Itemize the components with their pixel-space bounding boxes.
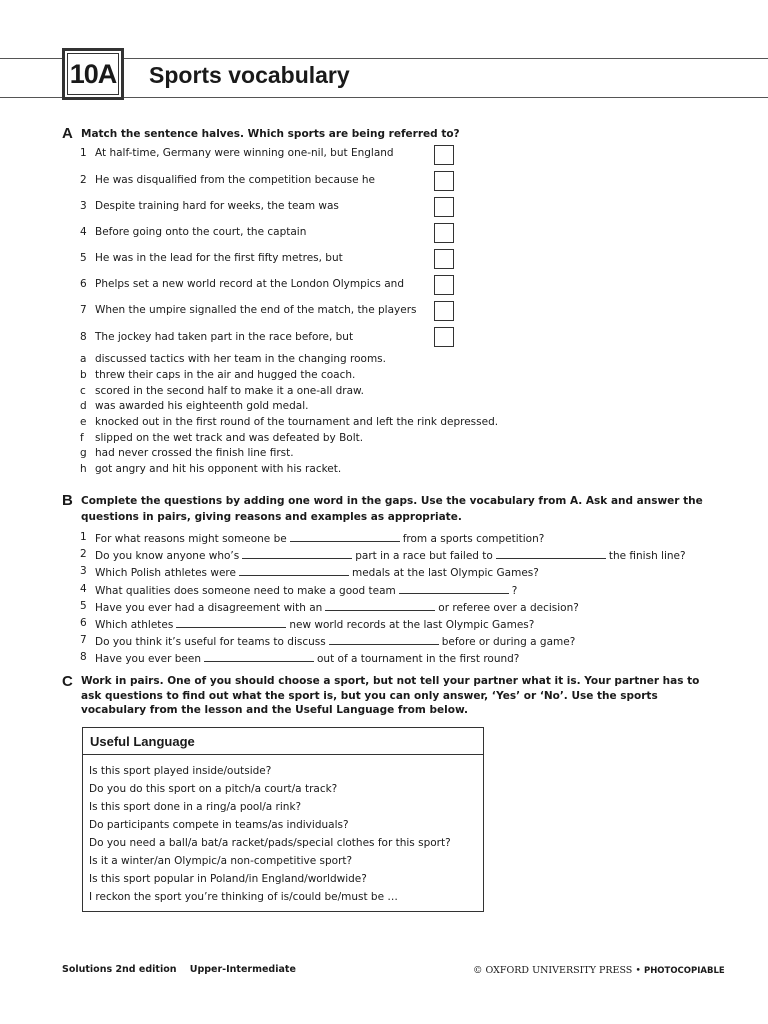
- question-part: ?: [511, 585, 518, 597]
- answer-box[interactable]: [434, 301, 454, 321]
- item-text: Phelps set a new world record at the London Olympics and: [95, 278, 404, 290]
- item-text: He was disqualified from the competition because he: [95, 174, 375, 186]
- section-b-instruction: Complete the questions by adding one word in the gaps. Use the vocabulary from A. Ask and answer the questions in pairs, giving reasons and examples as appropriate.: [81, 495, 703, 523]
- question-number: 2: [80, 548, 87, 560]
- question-part: the finish line?: [608, 550, 686, 562]
- item-number: 3: [80, 200, 87, 212]
- unit-label: 10A: [67, 53, 119, 95]
- question-part: out of a tournament in the first round?: [317, 653, 520, 665]
- question-number: 8: [80, 651, 87, 663]
- ending-text: knocked out in the first round of the tournament and left the rink depressed.: [95, 416, 499, 428]
- useful-language-line: Do participants compete in teams/as individuals?: [89, 819, 349, 831]
- item-number: 6: [80, 278, 87, 290]
- answer-box[interactable]: [434, 145, 454, 165]
- ending-text: slipped on the wet track and was defeated by Bolt.: [95, 432, 364, 444]
- useful-language-line: Is this sport done in a ring/a pool/a rink?: [89, 801, 302, 813]
- unit-badge: [62, 48, 124, 100]
- question-text: [95, 617, 534, 631]
- ending-letter: d: [80, 400, 87, 412]
- question-number: 3: [80, 565, 87, 577]
- useful-language-line: Do you need a ball/a bat/a racket/pads/special clothes for this sport?: [89, 837, 451, 849]
- question-part: For what reasons might someone be: [95, 533, 287, 545]
- question-text: [95, 531, 544, 545]
- item-number: 2: [80, 174, 87, 186]
- question-number: 1: [80, 531, 87, 543]
- footer-copyright: [473, 965, 725, 976]
- answer-box[interactable]: [434, 197, 454, 217]
- useful-language-line: Do you do this sport on a pitch/a court/a track?: [89, 783, 338, 795]
- question-text: [95, 600, 579, 614]
- question-part: from a sports competition?: [402, 533, 545, 545]
- question-part: new world records at the last Olympic Games?: [289, 619, 535, 631]
- useful-language-line: Is it a winter/an Olympic/a non-competitive sport?: [89, 855, 353, 867]
- question-part: Have you ever had a disagreement with an: [95, 602, 323, 614]
- question-text: [95, 583, 517, 597]
- question-part: part in a race but failed to: [355, 550, 493, 562]
- ending-letter: c: [80, 385, 86, 397]
- useful-language-title: Useful Language: [83, 728, 483, 755]
- useful-language-list: [83, 755, 483, 906]
- question-part: Have you ever been: [95, 653, 201, 665]
- question-text: [95, 548, 686, 562]
- item-number: 8: [80, 331, 87, 343]
- section-c-instruction: Work in pairs. One of you should choose a sport, but not tell your partner what it is. Your partner has to ask questions to find out what the sport is, but you can only answer, ‘Yes’ or ‘No’. Use the sports vocabulary from the lesson and the Useful Language from below.: [81, 675, 700, 716]
- section-a-instruction: Match the sentence halves. Which sports are being referred to?: [81, 128, 460, 140]
- item-text: When the umpire signalled the end of the match, the players: [95, 304, 417, 316]
- question-number: 6: [80, 617, 87, 629]
- question-part: medals at the last Olympic Games?: [351, 567, 539, 579]
- footer-edition: Solutions 2nd edition Upper-Intermediate: [62, 964, 296, 975]
- ending-text: discussed tactics with her team in the changing rooms.: [95, 353, 386, 365]
- answer-gap[interactable]: [399, 583, 509, 594]
- section-b-letter: B: [62, 492, 73, 509]
- question-part: or referee over a decision?: [438, 602, 579, 614]
- ending-letter: a: [80, 353, 87, 365]
- ending-letter: e: [80, 416, 87, 428]
- answer-box[interactable]: [434, 275, 454, 295]
- question-part: Do you think it’s useful for teams to discuss: [95, 636, 326, 648]
- section-a-letter: A: [62, 125, 73, 142]
- item-text: Despite training hard for weeks, the team was: [95, 200, 339, 212]
- answer-gap[interactable]: [496, 548, 606, 559]
- useful-language-line: Is this sport played inside/outside?: [89, 765, 272, 777]
- item-number: 5: [80, 252, 87, 264]
- question-part: Which Polish athletes were: [95, 567, 236, 579]
- section-c-letter: C: [62, 673, 73, 690]
- question-part: before or during a game?: [441, 636, 576, 648]
- useful-language-line: Is this sport popular in Poland/in England/worldwide?: [89, 873, 367, 885]
- answer-box[interactable]: [434, 223, 454, 243]
- answer-gap[interactable]: [290, 531, 400, 542]
- question-part: What qualities does someone need to make a good team: [95, 585, 396, 597]
- question-text: [95, 565, 539, 579]
- ending-text: got angry and hit his opponent with his racket.: [95, 463, 342, 475]
- page-title: Sports vocabulary: [149, 62, 350, 88]
- answer-gap[interactable]: [325, 600, 435, 611]
- question-part: Do you know anyone who’s: [95, 550, 240, 562]
- ending-text: threw their caps in the air and hugged the coach.: [95, 369, 356, 381]
- question-number: 7: [80, 634, 87, 646]
- ending-text: scored in the second half to make it a one-all draw.: [95, 385, 365, 397]
- answer-box[interactable]: [434, 327, 454, 347]
- ending-letter: b: [80, 369, 87, 381]
- question-part: Which athletes: [95, 619, 174, 631]
- ending-letter: g: [80, 447, 87, 459]
- item-text: At half-time, Germany were winning one-nil, but England: [95, 147, 394, 159]
- answer-box[interactable]: [434, 249, 454, 269]
- item-text: The jockey had taken part in the race before, but: [95, 331, 354, 343]
- item-number: 4: [80, 226, 87, 238]
- useful-language-box: [82, 727, 484, 912]
- footer-press: © OXFORD UNIVERSITY PRESS •: [473, 965, 641, 976]
- answer-gap[interactable]: [242, 548, 352, 559]
- answer-gap[interactable]: [239, 565, 349, 576]
- ending-letter: f: [80, 432, 84, 444]
- answer-box[interactable]: [434, 171, 454, 191]
- item-text: He was in the lead for the first fifty metres, but: [95, 252, 343, 264]
- answer-gap[interactable]: [176, 617, 286, 628]
- item-number: 1: [80, 147, 87, 159]
- ending-letter: h: [80, 463, 87, 475]
- useful-language-line: I reckon the sport you’re thinking of is/could be/must be …: [89, 891, 398, 903]
- question-number: 5: [80, 600, 87, 612]
- question-number: 4: [80, 583, 87, 595]
- item-text: Before going onto the court, the captain: [95, 226, 307, 238]
- footer-photocopiable: PHOTOCOPIABLE: [643, 966, 725, 976]
- answer-gap[interactable]: [329, 634, 439, 645]
- ending-text: was awarded his eighteenth gold medal.: [95, 400, 309, 412]
- item-number: 7: [80, 304, 87, 316]
- question-text: [95, 651, 519, 665]
- question-text: [95, 634, 575, 648]
- ending-text: had never crossed the finish line first.: [95, 447, 294, 459]
- answer-gap[interactable]: [204, 651, 314, 662]
